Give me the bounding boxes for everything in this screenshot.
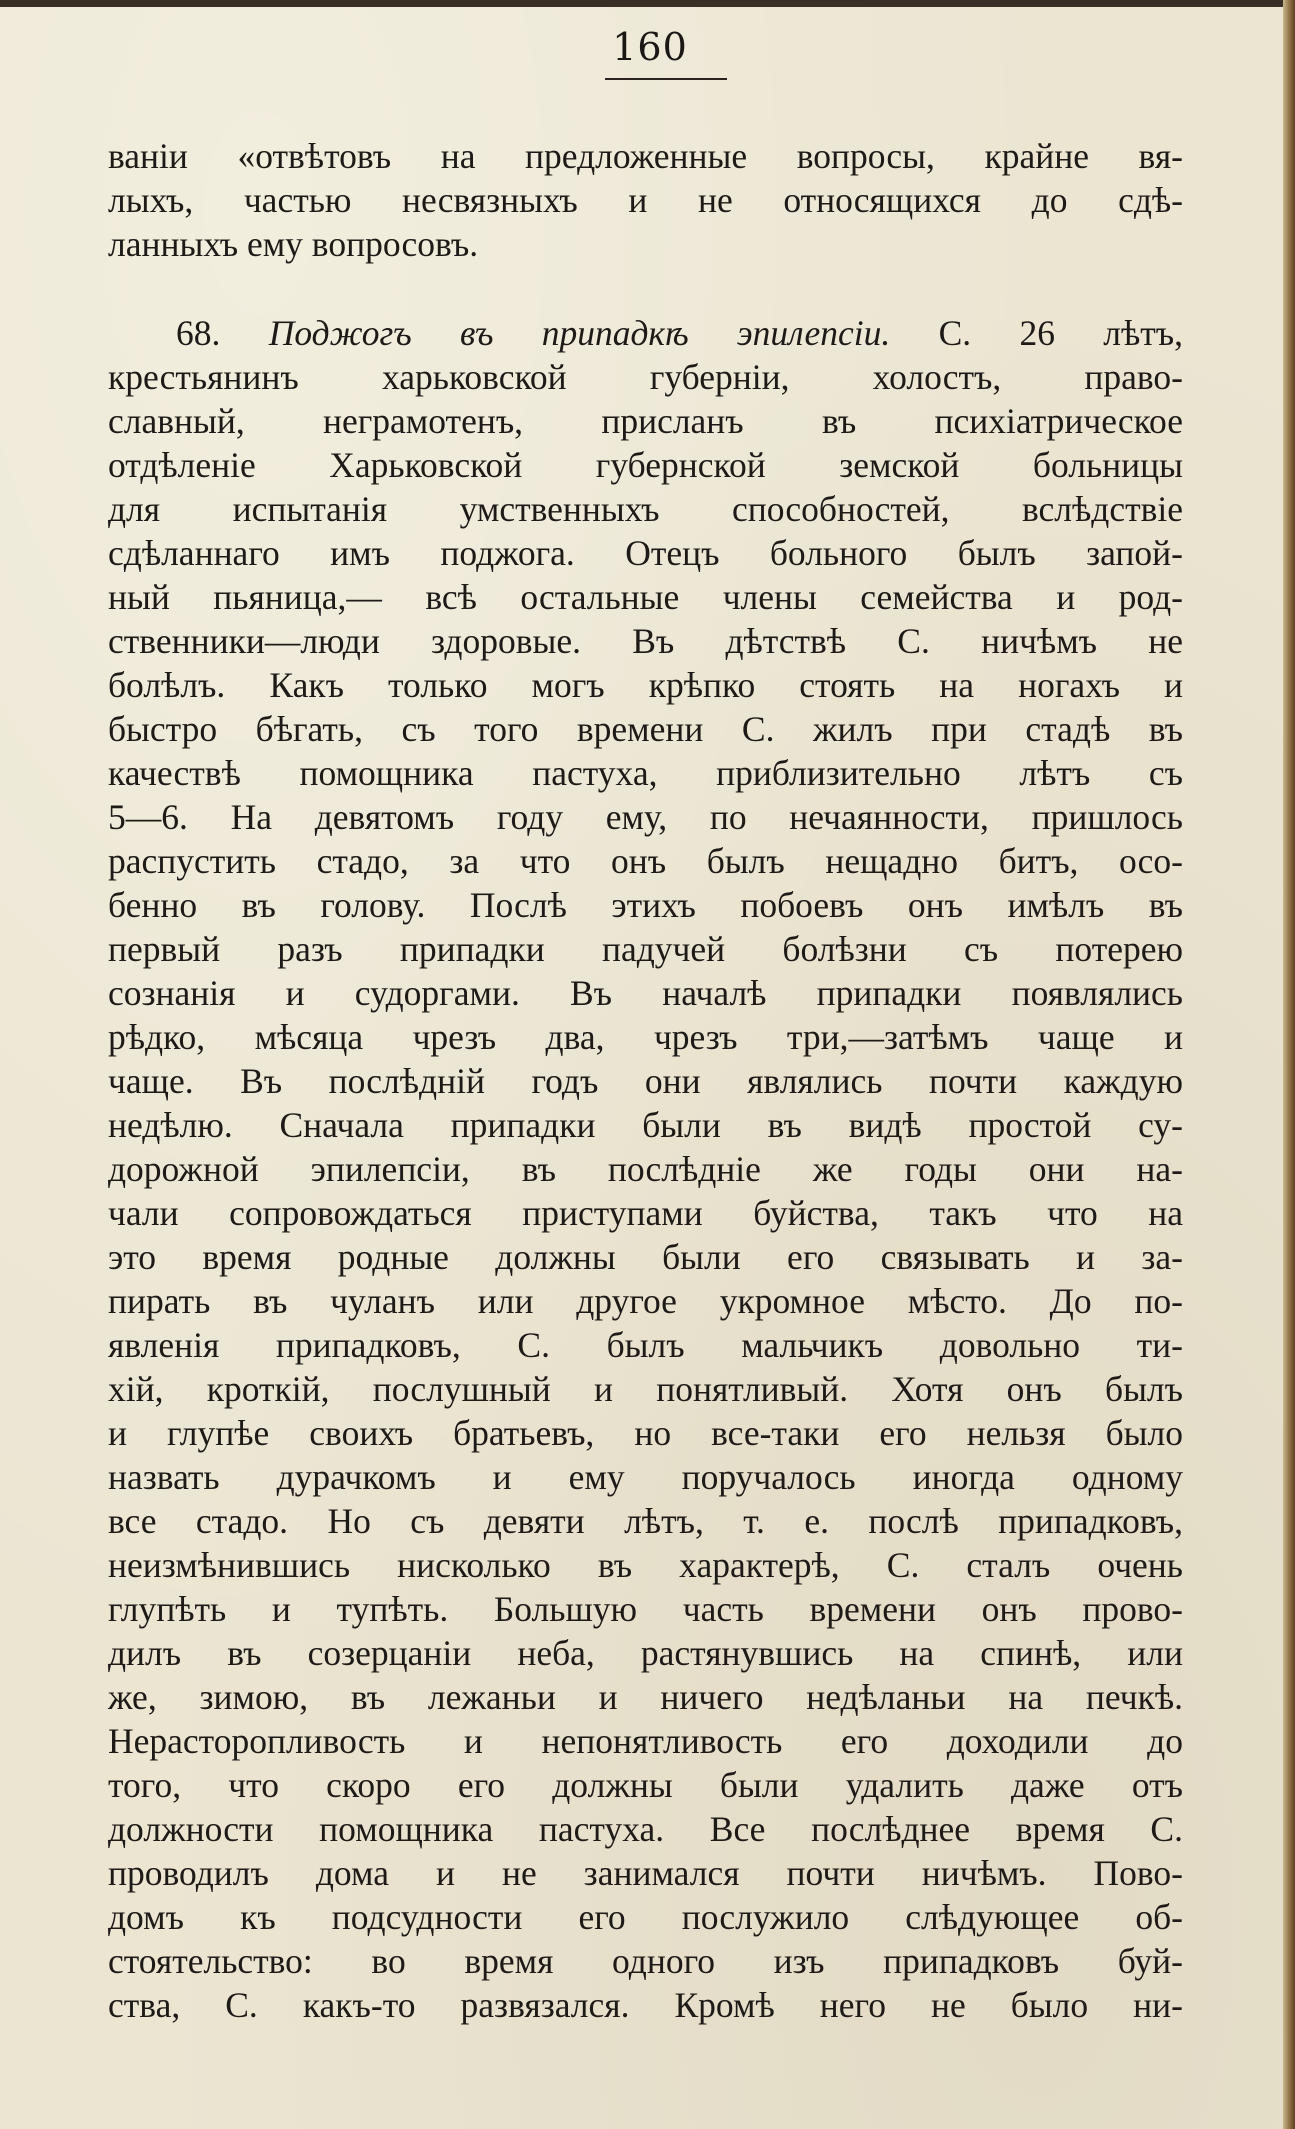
case-first-line-rest: С. 26 лѣтъ, bbox=[938, 313, 1183, 353]
page-right-edge bbox=[1283, 0, 1295, 2129]
text-line: того, что скоро его должны были удалить даже отъ bbox=[108, 1765, 1183, 1805]
header-rule bbox=[605, 78, 727, 80]
text-line: качествѣ помощника пастуха, приблизительно лѣтъ съ bbox=[108, 753, 1183, 793]
text-line: должности помощника пастуха. Все послѣднее время С. bbox=[108, 1809, 1183, 1849]
text-line: ланныхъ ему вопросовъ. bbox=[108, 224, 479, 264]
text-line: ваніи «отвѣтовъ на предложенные вопросы, крайне вя- bbox=[108, 136, 1183, 176]
case-heading-line bbox=[108, 311, 1183, 355]
text-line: проводилъ дома и не занимался почти ничѣмъ. Пово- bbox=[108, 1853, 1183, 1893]
text-line: чаще. Въ послѣдній годъ они являлись почти каждую bbox=[108, 1061, 1183, 1101]
text-line: все стадо. Но съ девяти лѣтъ, т. е. послѣ припадковъ, bbox=[108, 1501, 1183, 1541]
paragraph-case-68 bbox=[108, 311, 1183, 2027]
text-line: ный пьяница,— всѣ остальные члены семейства и род- bbox=[108, 577, 1183, 617]
text-line: болѣлъ. Какъ только могъ крѣпко стоять на ногахъ и bbox=[108, 665, 1183, 705]
text-line: это время родные должны были его связывать и за- bbox=[108, 1237, 1183, 1277]
text-line: славный, неграмотенъ, присланъ въ психіатрическое bbox=[108, 401, 1183, 441]
case-number: 68. bbox=[176, 313, 221, 353]
page-number: 160 bbox=[612, 25, 688, 69]
text-line: быстро бѣгать, съ того времени С. жилъ при стадѣ въ bbox=[108, 709, 1183, 749]
text-line: хій, кроткій, послушный и понятливый. Хотя онъ былъ bbox=[108, 1369, 1183, 1409]
text-line: стоятельство: во время одного изъ припадковъ буй- bbox=[108, 1941, 1183, 1981]
text-line: и глупѣе своихъ братьевъ, но все-таки его нельзя было bbox=[108, 1413, 1183, 1453]
text-line: крестьянинъ харьковской губерніи, холостъ, право- bbox=[108, 357, 1183, 397]
text-line: первый разъ припадки падучей болѣзни съ потерею bbox=[108, 929, 1183, 969]
text-line: неизмѣнившись нисколько въ характерѣ, С. сталъ очень bbox=[108, 1545, 1183, 1585]
text-line: же, зимою, въ лежаньи и ничего недѣланьи на печкѣ. bbox=[108, 1677, 1183, 1717]
text-line: Нерасторопливость и непонятливость его доходили до bbox=[108, 1721, 1183, 1761]
text-line: лыхъ, частью несвязныхъ и не относящихся до сдѣ- bbox=[108, 180, 1183, 220]
text-line: ственники—люди здоровые. Въ дѣтствѣ С. ничѣмъ не bbox=[108, 621, 1183, 661]
text-line: сознанія и судоргами. Въ началѣ припадки появлялись bbox=[108, 973, 1183, 1013]
text-line: сдѣланнаго имъ поджога. Отецъ больного былъ запой- bbox=[108, 533, 1183, 573]
paragraph-continued bbox=[108, 134, 1183, 266]
text-line: домъ къ подсудности его послужило слѣдующее об- bbox=[108, 1897, 1183, 1937]
text-line: для испытанія умственныхъ способностей, вслѣдствіе bbox=[108, 489, 1183, 529]
text-line: явленія припадковъ, С. былъ мальчикъ довольно ти- bbox=[108, 1325, 1183, 1365]
text-line: недѣлю. Сначала припадки были въ видѣ простой су- bbox=[108, 1105, 1183, 1145]
text-line: бенно въ голову. Послѣ этихъ побоевъ онъ имѣлъ въ bbox=[108, 885, 1183, 925]
text-line: дорожной эпилепсіи, въ послѣдніе же годы они на- bbox=[108, 1149, 1183, 1189]
text-line: распустить стадо, за что онъ былъ нещадно битъ, осо- bbox=[108, 841, 1183, 881]
text-line: 5—6. На девятомъ году ему, по нечаянности, пришлось bbox=[108, 797, 1183, 837]
text-line: дилъ въ созерцаніи неба, растянувшись на спинѣ, или bbox=[108, 1633, 1183, 1673]
text-line: отдѣленіе Харьковской губернской земской больницы bbox=[108, 445, 1183, 485]
text-line: назвать дурачкомъ и ему поручалось иногда одному bbox=[108, 1457, 1183, 1497]
text-line: ства, С. какъ-то развязался. Кромѣ него не было ни- bbox=[108, 1985, 1183, 2025]
page-top-edge bbox=[0, 0, 1295, 7]
case-title: Поджогъ въ припадкѣ эпилепсіи. bbox=[268, 313, 891, 353]
text-line: пирать въ чуланъ или другое укромное мѣсто. До по- bbox=[108, 1281, 1183, 1321]
text-line: чали сопровождаться приступами буйства, такъ что на bbox=[108, 1193, 1183, 1233]
text-line: рѣдко, мѣсяца чрезъ два, чрезъ три,—затѣмъ чаще и bbox=[108, 1017, 1183, 1057]
text-line: глупѣть и тупѣть. Большую часть времени онъ прово- bbox=[108, 1589, 1183, 1629]
